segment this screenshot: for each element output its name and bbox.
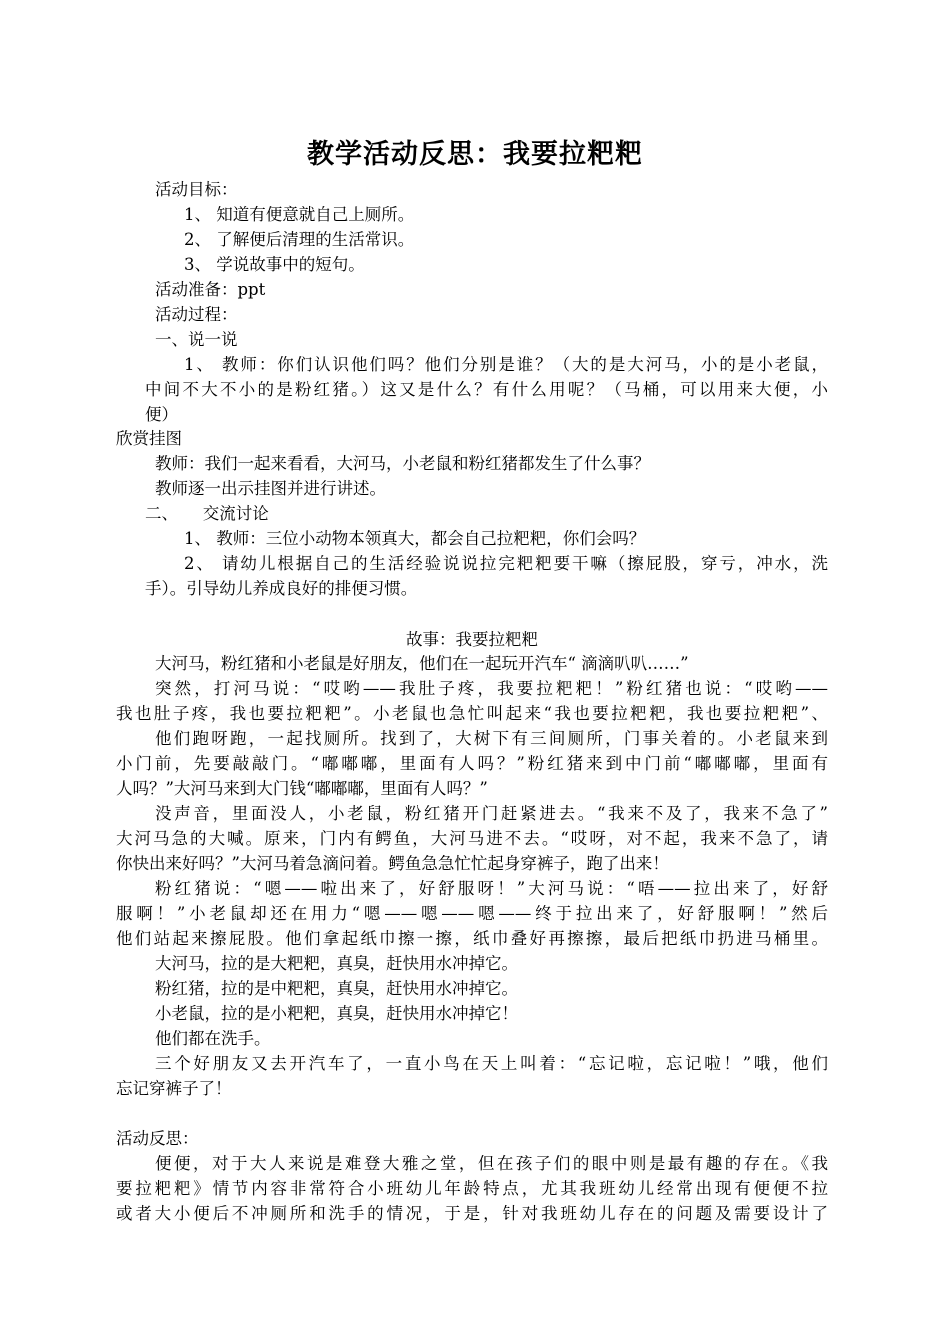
text-line: 突然，打河马说：“哎哟——我肚子疼，我要拉粑粑！”粉红猪也说：“哎哟—— [155,679,828,698]
text-line: 欣赏挂图 [116,429,182,448]
story-title: 故事：我要拉粑粑 [406,630,538,649]
text-line: 或者大小便后不冲厕所和洗手的情况，于是，针对我班幼儿存在的问题及需要设计了 [116,1204,828,1223]
text-line: 便） [145,405,178,424]
text-line: 你快出来好吗？”大河马着急滴问着。鳄鱼急急忙忙起身穿裤子，跑了出来！ [116,854,669,873]
text-line: 大河马急的大喊。原来，门内有鳄鱼，大河马进不去。“哎呀，对不起，我来不急了，请 [116,829,828,848]
text-line: 便便，对于大人来说是难登大雅之堂，但在孩子们的眼中则是最有趣的存在。《我 [155,1154,828,1173]
text-line: 1、 知道有便意就自己上厕所。 [184,205,415,224]
text-line: 服啊！”小老鼠却还在用力“嗯——嗯——嗯——终于拉出来了，好舒服啊！”然后 [116,904,828,923]
text-line: 粉红猪说：“嗯——啦出来了，好舒服呀！”大河马说：“唔——拉出来了，好舒 [155,879,828,898]
text-line: 教师：我们一起来看看，大河马，小老鼠和粉红猪都发生了什么事？ [155,454,650,473]
text-line: 3、 学说故事中的短句。 [184,255,365,274]
text-line: 三个好朋友又去开汽车了，一直小鸟在天上叫着：“忘记啦，忘记啦！”哦，他们 [155,1054,828,1073]
text-line: 我也肚子疼，我也要拉粑粑”。小老鼠也急忙叫起来“我也要拉粑粑，我也要拉粑粑”、 [116,704,828,723]
text-line: 中间不大不小的是粉红猪。）这又是什么？有什么用呢？（马桶，可以用来大便，小 [145,380,828,399]
text-line: 大河马，粉红猪和小老鼠是好朋友，他们在一起玩开汽车“ 滴滴叭叭……” [155,654,689,673]
text-line: 人吗？”大河马来到大门钱“嘟嘟嘟，里面有人吗？” [116,779,488,798]
text-line: 二、 交流讨论 [145,504,269,523]
text-line: 要拉粑粑》情节内容非常符合小班幼儿年龄特点，尤其我班幼儿经常出现有便便不拉 [116,1179,828,1198]
text-line: 手）。引导幼儿养成良好的排便习惯。 [145,579,418,598]
text-line: 他们站起来擦屁股。他们拿起纸巾擦一擦，纸巾叠好再擦擦，最后把纸巾扔进马桶里。 [116,929,828,948]
text-line: 一、说一说 [155,330,238,349]
text-line: 没声音，里面没人，小老鼠，粉红猪开门赶紧进去。“我来不及了，我来不急了” [155,804,828,823]
text-line: 小门前，先要敲敲门。“嘟嘟嘟，里面有人吗？”粉红猪来到中门前“嘟嘟嘟，里面有 [116,754,828,773]
text-line: 活动目标： [155,180,238,199]
text-line: 粉红猪，拉的是中粑粑，真臭，赶快用水冲掉它。 [155,979,518,998]
text-line: 1、 教师：你们认识他们吗？他们分别是谁？（大的是大河马，小的是小老鼠， [184,355,828,374]
text-line: 教师逐一出示挂图并进行讲述。 [155,479,386,498]
section-heading: 活动反思： [116,1129,199,1148]
text-line: 1、 教师：三位小动物本领真大，都会自己拉粑粑，你们会吗？ [184,529,646,548]
text-line: 2、 请幼儿根据自己的生活经验说说拉完粑粑要干嘛（擦屁股，穿亏，冲水，洗 [184,554,828,573]
text-line: 大河马，拉的是大粑粑，真臭，赶快用水冲掉它。 [155,954,518,973]
text-line: 活动准备：ppt [155,280,266,299]
text-line: 2、 了解便后清理的生活常识。 [184,230,415,249]
text-line: 活动过程： [155,305,238,324]
text-line: 忘记穿裤子了！ [116,1079,232,1098]
text-line: 他们都在洗手。 [155,1029,271,1048]
text-line: 他们跑呀跑，一起找厕所。找到了，大树下有三间厕所，门事关着的。小老鼠来到 [155,729,828,748]
text-line: 小老鼠，拉的是小粑粑，真臭，赶快用水冲掉它！ [155,1004,518,1023]
document-title: 教学活动反思：我要拉粑粑 [307,139,643,170]
